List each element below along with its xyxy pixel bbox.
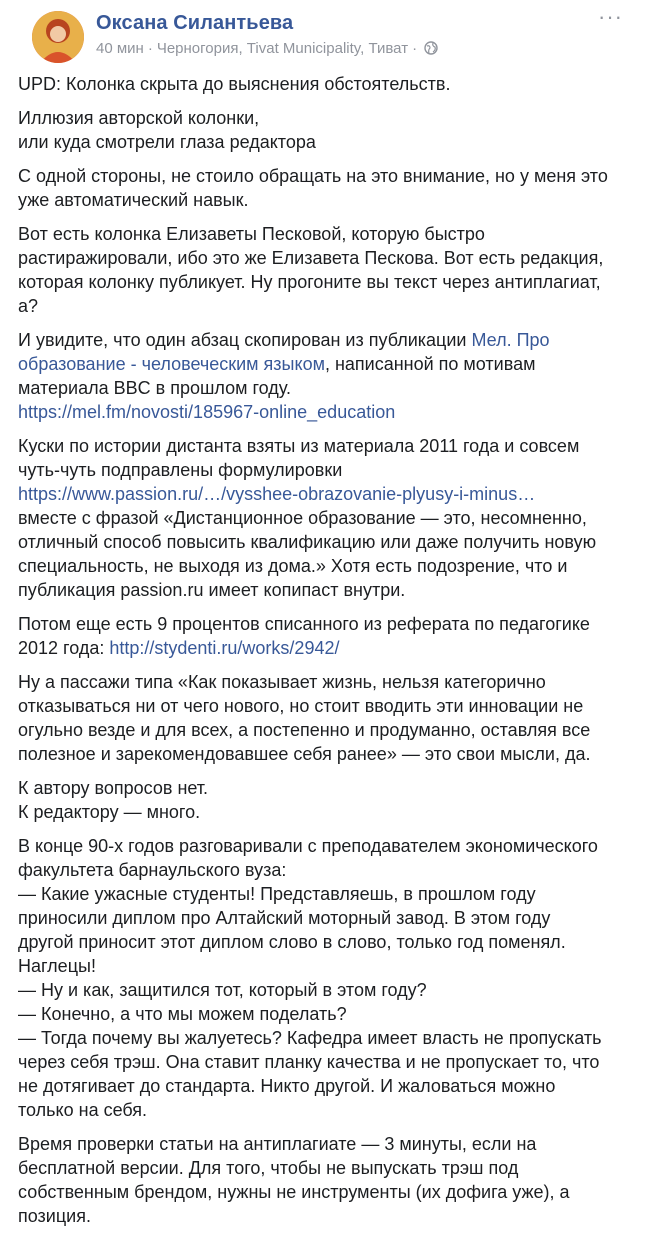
text-line: — Тогда почему вы жалуетесь? Кафедра имеет власть не пропускать — [18, 1028, 602, 1048]
text-line: К автору вопросов нет. — [18, 778, 209, 798]
text-line: которая колонку публикует. Ну прогоните вы текст через антиплагиат, — [18, 272, 601, 292]
paragraph — [18, 164, 642, 212]
text-line: материала BBC в прошлом году. — [18, 378, 291, 398]
url-link-passion[interactable]: https://www.passion.ru/…/vysshee-obrazovanie-plyusy-i-minus… — [18, 484, 536, 504]
globe-icon[interactable] — [424, 41, 438, 59]
text-line: Куски по истории дистанта взяты из материала 2011 года и совсем — [18, 436, 580, 456]
paragraph — [18, 328, 642, 424]
text-line: чуть-чуть подправлены формулировки — [18, 460, 343, 480]
more-options-icon[interactable]: ··· — [598, 4, 623, 29]
text-line: только на себя. — [18, 1100, 148, 1120]
post-location[interactable]: Черногория, Tivat Municipality, Тиват — [156, 40, 409, 57]
text-line: приносили диплом про Алтайский моторный завод. В этом году — [18, 908, 551, 928]
text-line — [18, 352, 642, 376]
text-line: Потом еще есть 9 процентов списанного из реферата по педагогике — [18, 614, 590, 634]
text-line: — Конечно, а что мы можем поделать? — [18, 1004, 347, 1024]
paragraph — [18, 1132, 642, 1228]
paragraph — [18, 776, 642, 824]
text-segment: И увидите, что один абзац скопирован из публикации — [18, 330, 472, 350]
author-avatar[interactable] — [32, 11, 84, 63]
text-line: вместе с фразой «Дистанционное образование — это, несомненно, — [18, 508, 587, 528]
text-line: бесплатной версии. Для того, чтобы не выпускать трэш под — [18, 1158, 519, 1178]
paragraph — [18, 222, 642, 318]
text-line — [18, 636, 642, 660]
text-line: Наглецы! — [18, 956, 96, 976]
text-line: публикация passion.ru имеет копипаст внутри. — [18, 580, 406, 600]
paragraph — [18, 670, 642, 766]
post-header — [16, 0, 643, 66]
text-line: через себя трэш. Она ставит планку качества и не пропускает то, что — [18, 1052, 600, 1072]
text-line: или куда смотрели глаза редактора — [18, 132, 316, 152]
url-link-mel[interactable]: https://mel.fm/novosti/185967-online_education — [18, 402, 396, 422]
paragraph — [18, 834, 642, 1122]
text-line: UPD: Колонка скрыта до выяснения обстоятельств. — [18, 74, 451, 94]
text-line: а? — [18, 296, 39, 316]
text-line: собственным брендом, нужны не инструменты (их дофига уже), а — [18, 1182, 570, 1202]
meta-separator: · — [147, 40, 153, 57]
text-line: факультета барнаульского вуза: — [18, 860, 287, 880]
post-time[interactable]: 40 мин — [96, 40, 144, 57]
text-line: Иллюзия авторской колонки, — [18, 108, 260, 128]
text-line: не дотягивает до стандарта. Никто другой. И жаловаться можно — [18, 1076, 556, 1096]
paragraph — [18, 106, 642, 154]
post-meta — [96, 40, 438, 59]
text-line: — Какие ужасные студенты! Представляешь, в прошлом году — [18, 884, 536, 904]
text-line: полезное и зарекомендовавшее себя ранее» — это свои мысли, да. — [18, 744, 591, 764]
post-body — [18, 72, 642, 1238]
text-line — [18, 328, 642, 352]
page-link-mel[interactable]: Мел. Про — [471, 330, 550, 350]
url-link-stydenti[interactable]: http://stydenti.ru/works/2942/ — [109, 638, 340, 658]
paragraph — [18, 72, 642, 96]
text-segment: 2012 года: — [18, 638, 110, 658]
text-line: отличный способ повысить квалификацию или даже получить новую — [18, 532, 597, 552]
author-name[interactable]: Оксана Силантьева — [96, 12, 294, 34]
meta-separator: · — [412, 40, 418, 57]
text-line: К редактору — много. — [18, 802, 201, 822]
text-line: специальность, не выходя из дома.» Хотя есть подозрение, что и — [18, 556, 568, 576]
text-line: С одной стороны, не стоило обращать на это внимание, но у меня это — [18, 166, 608, 186]
page-link-mel[interactable]: образование - человеческим языком — [18, 354, 325, 374]
text-line: В конце 90-х годов разговаривали с преподавателем экономического — [18, 836, 598, 856]
avatar-image — [32, 11, 84, 63]
text-line: другой приносит этот диплом слово в слово, только год поменял. — [18, 932, 566, 952]
text-line: Время проверки статьи на антиплагиате — 3 минуты, если на — [18, 1134, 537, 1154]
text-line — [18, 400, 642, 424]
paragraph — [18, 434, 642, 602]
text-line: огульно везде и для всех, а постепенно и продуманно, оставляя все — [18, 720, 591, 740]
text-line: — Ну и как, защитился тот, который в этом году? — [18, 980, 427, 1000]
text-line: Вот есть колонка Елизаветы Песковой, которую быстро — [18, 224, 485, 244]
text-line: позиция. — [18, 1206, 91, 1226]
text-line — [18, 482, 642, 506]
text-line: растиражировали, ибо это же Елизавета Пескова. Вот есть редакция, — [18, 248, 604, 268]
paragraph — [18, 612, 642, 660]
text-line: уже автоматический навык. — [18, 190, 249, 210]
text-segment: , написанной по мотивам — [324, 354, 536, 374]
text-line: отказываться ни от чего нового, но стоит вводить эти инновации не — [18, 696, 584, 716]
text-line: Ну а пассажи типа «Как показывает жизнь, нельзя категорично — [18, 672, 546, 692]
